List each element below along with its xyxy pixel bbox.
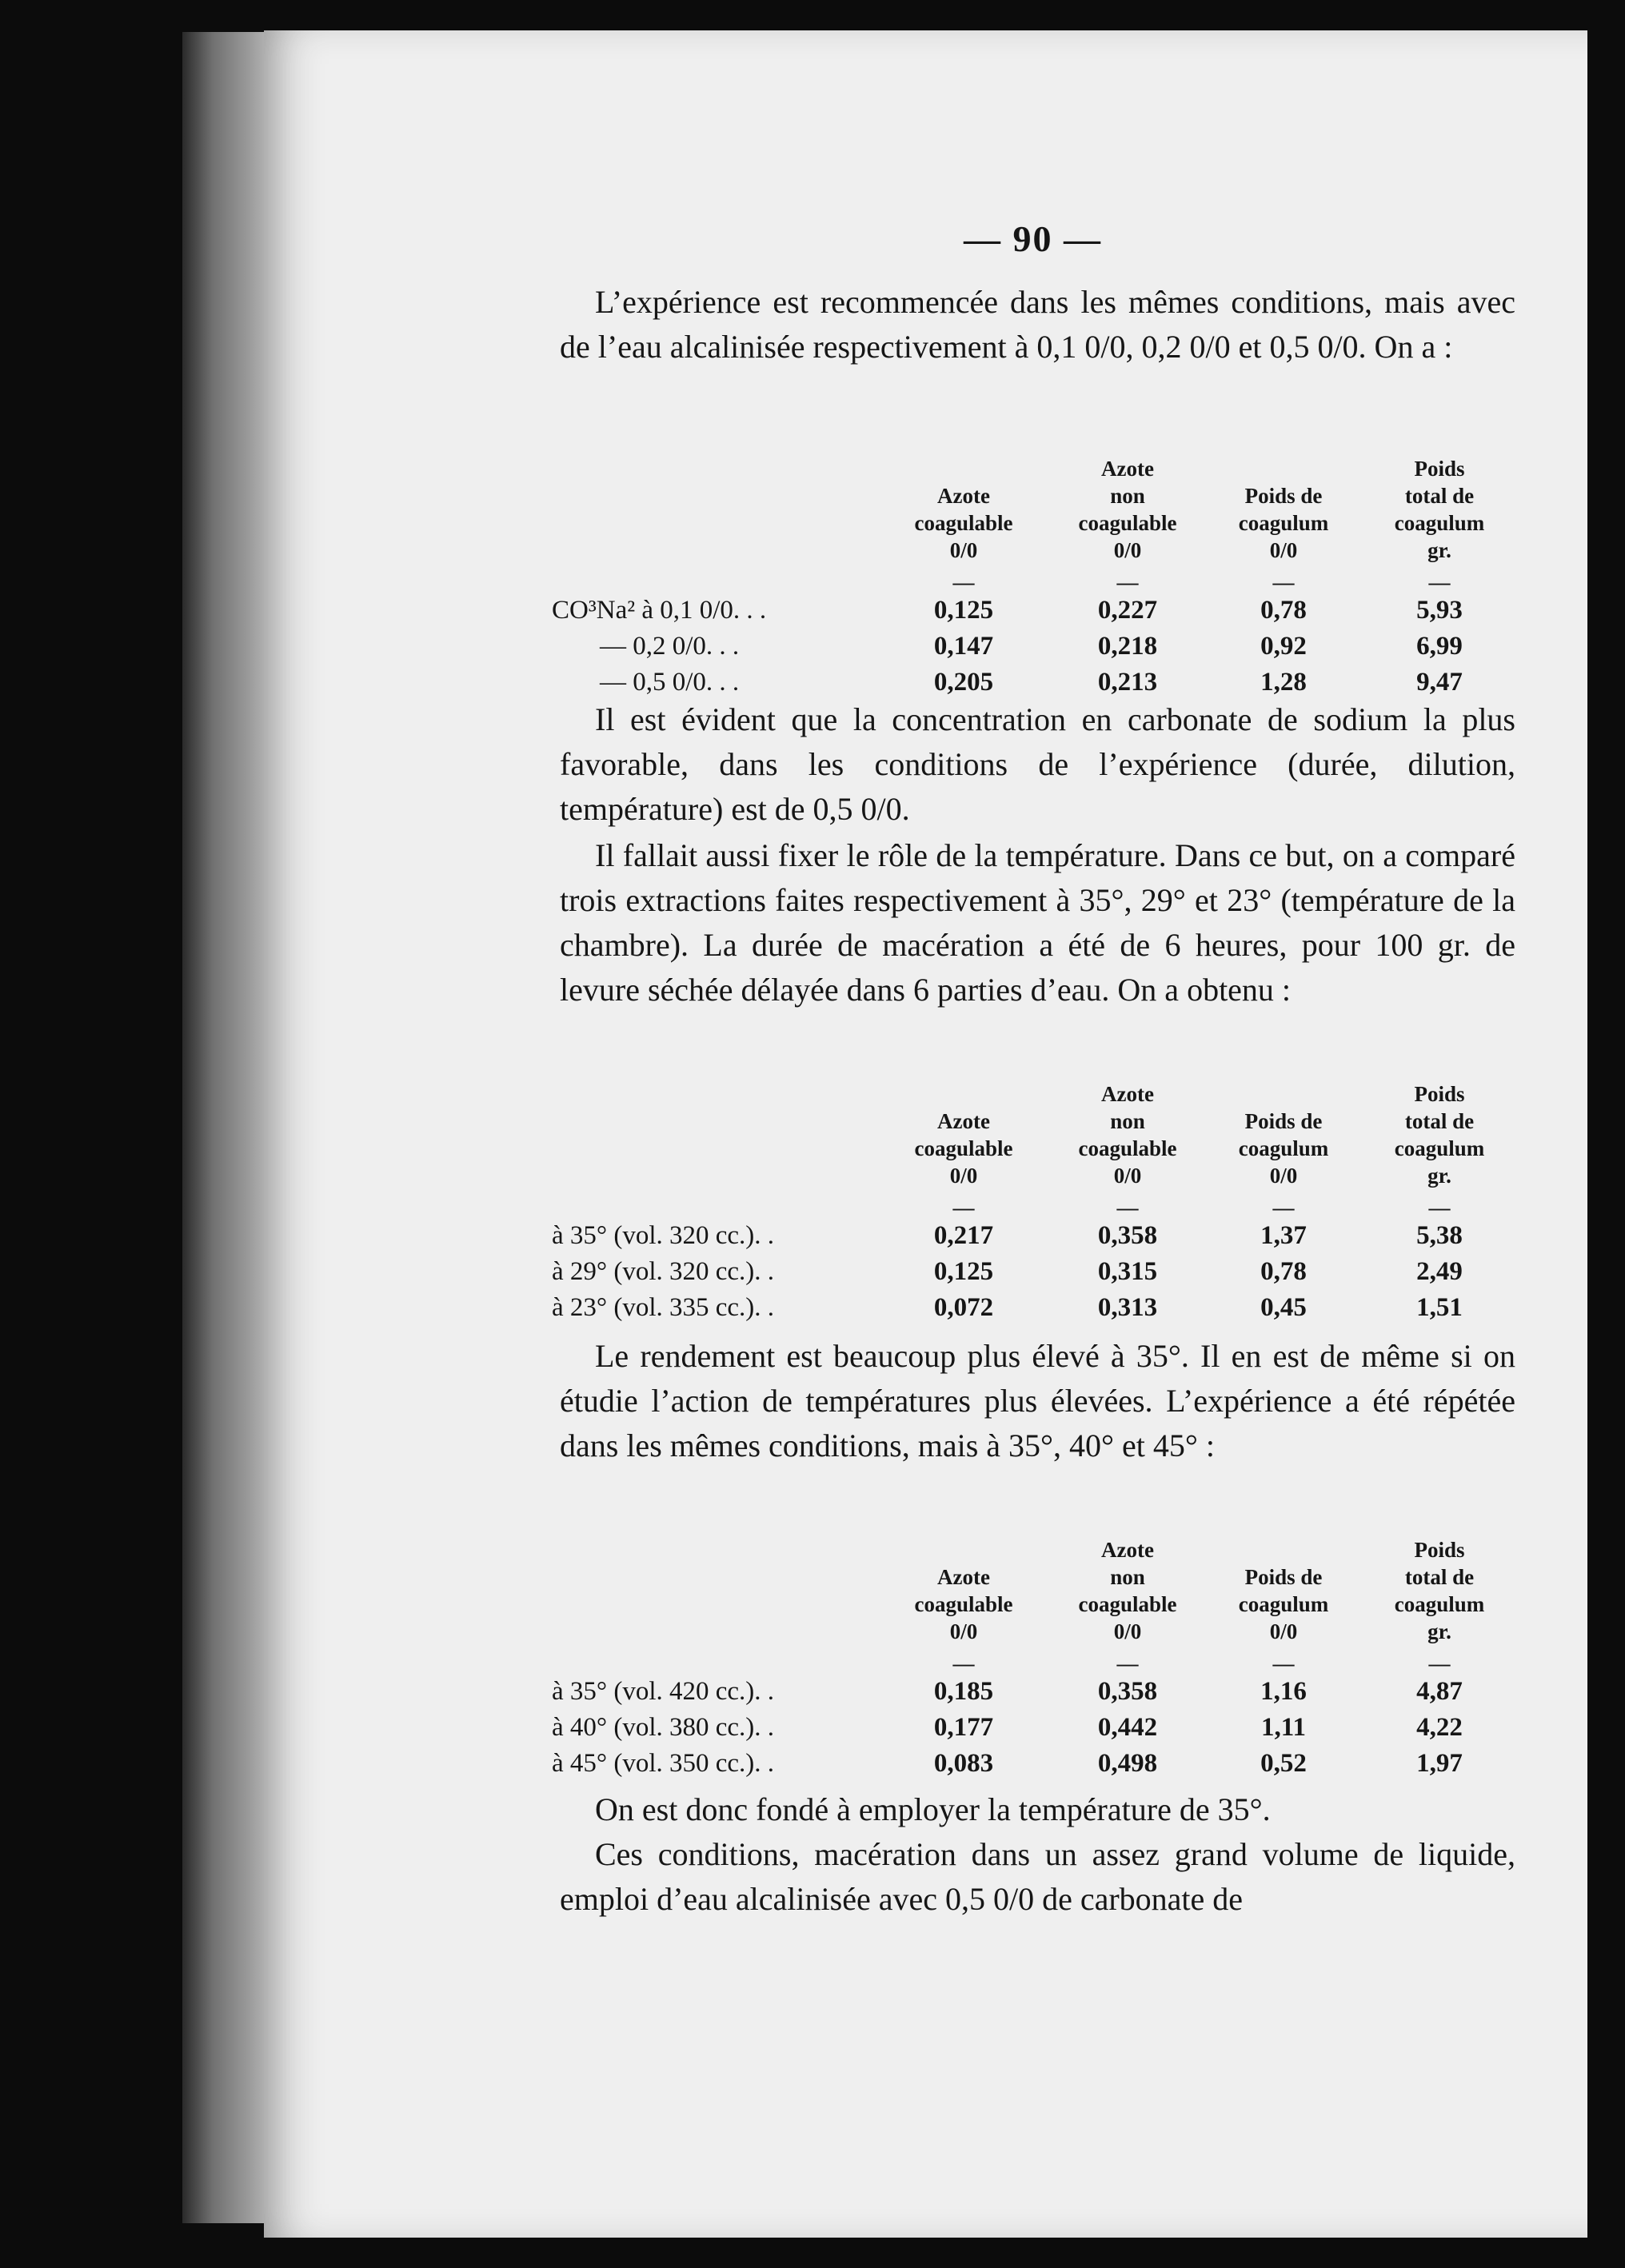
cell: 1,11 (1261, 1713, 1306, 1742)
table-row (552, 1749, 1535, 1785)
table-row (552, 1713, 1535, 1749)
cell: 0,442 (1097, 1713, 1158, 1742)
row-label: — 0,2 0/0. . . (600, 632, 740, 661)
header-poids-total: Poids total de coagulum gr. — (1394, 457, 1485, 594)
cell: 5,93 (1416, 596, 1463, 625)
row-label: CO³Na² à 0,1 0/0. . . (552, 596, 767, 625)
row-label: à 29° (vol. 320 cc.). . (552, 1257, 775, 1286)
cell: 1,28 (1260, 668, 1307, 697)
cell: 0,185 (933, 1677, 994, 1706)
cell: 0,125 (933, 1257, 994, 1286)
cell: 4,87 (1416, 1677, 1463, 1706)
cell: 0,147 (933, 632, 994, 661)
cell: 0,227 (1097, 596, 1158, 625)
header-poids-total: Poids total de coagulum gr. — (1394, 1082, 1485, 1220)
cell: 1,97 (1416, 1749, 1463, 1778)
cell: 2,49 (1416, 1257, 1463, 1286)
cell: 0,205 (933, 668, 994, 697)
cell: 1,51 (1416, 1293, 1463, 1322)
cell: 1,37 (1260, 1221, 1307, 1250)
cell: 0,218 (1097, 632, 1158, 661)
cell: 0,313 (1097, 1293, 1158, 1322)
table-row (552, 1677, 1535, 1713)
table-row (552, 1221, 1535, 1257)
cell: 0,213 (1097, 668, 1158, 697)
table-row (552, 632, 1535, 668)
header-poids-coagulum: Poids de coagulum 0/0 — (1238, 484, 1329, 594)
table-temperature-2 (552, 1513, 1535, 1785)
cell: 6,99 (1416, 632, 1463, 661)
table-header (552, 1057, 1535, 1221)
paragraph-2: Il est évident que la concentration en carbonate de sodium la plus favorable, dans les conditions de l’expérience (durée, dilution, température) est de 0,5 0/0. (560, 701, 1515, 827)
table-sodium-carbonate (552, 432, 1535, 704)
paragraph-5: On est donc fondé à employer la température de 35°. (595, 1791, 1271, 1827)
paragraph-3: Il fallait aussi fixer le rôle de la température. Dans ce but, on a comparé trois extractions faites respectivement à 35°, 29° et 23° (température de la chambre). La durée de macération a été de 6 heures, pour 100 gr. de levure séchée délayée dans 6 parties d’eau. On a obtenu : (560, 837, 1515, 1008)
header-poids-coagulum: Poids de coagulum 0/0 — (1238, 1109, 1329, 1220)
cell: 0,52 (1260, 1749, 1307, 1778)
cell: 0,358 (1097, 1677, 1158, 1706)
cell: 0,217 (933, 1221, 994, 1250)
page-number: — 90 — (964, 218, 1102, 259)
cell: 0,92 (1260, 632, 1307, 661)
cell: 5,38 (1416, 1221, 1463, 1250)
cell: 4,22 (1416, 1713, 1463, 1742)
row-label: à 23° (vol. 335 cc.). . (552, 1293, 775, 1322)
cell: 0,78 (1260, 1257, 1307, 1286)
cell: 0,125 (933, 596, 994, 625)
header-azote-coagulable: Azote coagulable 0/0 — (914, 484, 1013, 594)
header-poids-coagulum: Poids de coagulum 0/0 — (1238, 1565, 1329, 1675)
row-label: à 40° (vol. 380 cc.). . (552, 1713, 775, 1742)
cell: 0,177 (933, 1713, 994, 1742)
table-temperature-1 (552, 1057, 1535, 1329)
header-azote-non-coagulable: Azote non coagulable 0/0 — (1078, 457, 1177, 594)
header-azote-non-coagulable: Azote non coagulable 0/0 — (1078, 1538, 1177, 1675)
cell: 0,45 (1260, 1293, 1307, 1322)
cell: 9,47 (1416, 668, 1463, 697)
paragraph-6: Ces conditions, macération dans un assez grand volume de liquide, emploi d’eau alcalinisée avec 0,5 0/0 de carbonate de (560, 1836, 1515, 1917)
row-label: — 0,5 0/0. . . (600, 668, 740, 697)
header-azote-coagulable: Azote coagulable 0/0 — (914, 1109, 1013, 1220)
cell: 0,083 (933, 1749, 994, 1778)
header-azote-non-coagulable: Azote non coagulable 0/0 — (1078, 1082, 1177, 1220)
table-row (552, 1257, 1535, 1293)
table-header (552, 1513, 1535, 1677)
cell: 0,358 (1097, 1221, 1158, 1250)
paragraph-4: Le rendement est beaucoup plus élevé à 35°. Il en est de même si on étudie l’action de températures plus élevées. L’expérience a été répétée dans les mêmes conditions, mais à 35°, 40° et 45° : (560, 1338, 1515, 1463)
table-header (552, 432, 1535, 596)
table-row (552, 596, 1535, 632)
cell: 0,78 (1260, 596, 1307, 625)
row-label: à 35° (vol. 320 cc.). . (552, 1221, 775, 1250)
row-label: à 45° (vol. 350 cc.). . (552, 1749, 775, 1778)
cell: 0,498 (1097, 1749, 1158, 1778)
table-row (552, 1293, 1535, 1329)
header-azote-coagulable: Azote coagulable 0/0 — (914, 1565, 1013, 1675)
cell: 1,16 (1260, 1677, 1307, 1706)
paragraph-1: L’expérience est recommencée dans les mêmes conditions, mais avec de l’eau alcalinisée respectivement à 0,1 0/0, 0,2 0/0 et 0,5 0/0. On a : (560, 284, 1515, 365)
cell: 0,315 (1097, 1257, 1158, 1286)
cell: 0,072 (933, 1293, 994, 1322)
row-label: à 35° (vol. 420 cc.). . (552, 1677, 775, 1706)
header-poids-total: Poids total de coagulum gr. — (1394, 1538, 1485, 1675)
